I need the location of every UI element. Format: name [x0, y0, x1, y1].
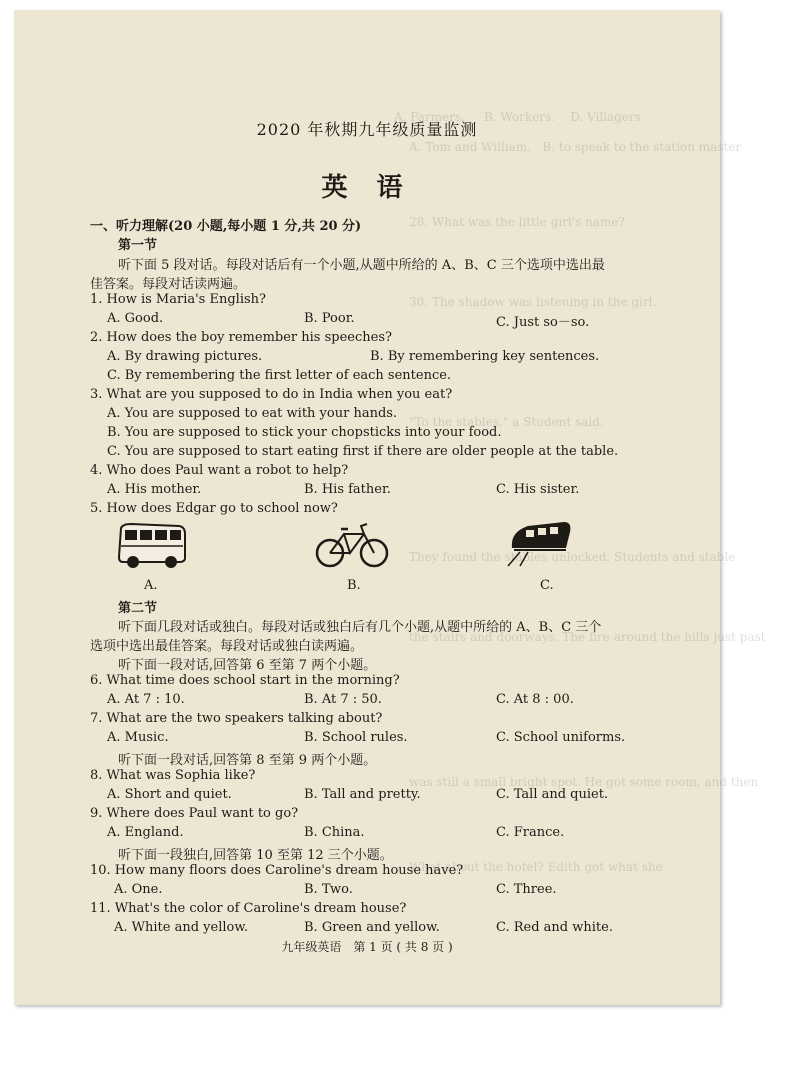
- instructions: 听下面几段对话或独白。每段对话或独白后有几个小题,从题中所给的 A、B、C 三个: [118, 620, 602, 635]
- bleed-through: the stairs and doorways. The fire around the hills just past: [409, 630, 766, 644]
- question-stem: 2. How does the boy remember his speeches?: [90, 330, 392, 345]
- option-a: A. At 7 : 10.: [107, 692, 185, 707]
- part-label: 第一节: [118, 238, 158, 253]
- option-a: A. Short and quiet.: [107, 787, 232, 802]
- exam-page: [14, 10, 766, 1005]
- option-c: C. Red and white.: [496, 920, 613, 935]
- instructions: 听下面 5 段对话。每段对话后有一个小题,从题中所给的 A、B、C 三个选项中选出最: [118, 258, 605, 273]
- option-c: C. Tall and quiet.: [496, 787, 609, 802]
- option-b: B. By remembering key sentences.: [370, 349, 600, 364]
- question-stem: 9. Where does Paul want to go?: [90, 806, 299, 821]
- bus-icon: [117, 522, 189, 570]
- exam-title: 2020 年秋期九年级质量监测: [256, 120, 478, 139]
- bleed-through: They found the stables unlocked. Students and stable: [409, 550, 736, 564]
- bleed-through: 28. What was the little girl's name?: [409, 215, 625, 229]
- question-stem: 4. Who does Paul want a robot to help?: [90, 463, 349, 478]
- instructions: 佳答案。每段对话读两遍。: [90, 277, 247, 292]
- bleed-through: 30. The shadow was listening in the girl.: [409, 295, 657, 309]
- bleed-through: What about the hotel? Edith got what she: [409, 860, 663, 874]
- part-label: 第二节: [118, 601, 158, 616]
- subject-title: 英 语: [321, 173, 413, 203]
- option-a: A. His mother.: [107, 482, 202, 497]
- option-a: A. Good.: [107, 311, 164, 326]
- option-b: B. China.: [304, 825, 365, 840]
- option-c: C. You are supposed to start eating first if there are older people at the table.: [107, 444, 619, 459]
- bicycle-icon: [314, 520, 390, 570]
- bleed-through: A. Tom and William. B. to speak to the station master: [409, 140, 742, 154]
- option-a: A. By drawing pictures.: [107, 349, 263, 364]
- bleed-through: was still a small bright spot. He got some room, and then: [409, 775, 759, 789]
- option-c: C. By remembering the first letter of each sentence.: [107, 368, 452, 383]
- option-b: B. Poor.: [304, 311, 355, 326]
- option-c: C. At 8 : 00.: [496, 692, 574, 707]
- option-c: C. Just so－so.: [496, 315, 590, 330]
- question-stem: 6. What time does school start in the morning?: [90, 673, 400, 688]
- bleed-through: "To the stables," a Student said.: [409, 415, 604, 429]
- question-stem: 10. How many floors does Caroline's dream house have?: [90, 863, 464, 878]
- question-stem: 1. How is Maria's English?: [90, 292, 266, 307]
- option-a: A. You are supposed to eat with your hands.: [107, 406, 398, 421]
- option-a: A. Music.: [107, 730, 169, 745]
- option-b: B. You are supposed to stick your chopsticks into your food.: [107, 425, 502, 440]
- option-c: C. School uniforms.: [496, 730, 626, 745]
- option-b: B. Tall and pretty.: [304, 787, 421, 802]
- option-b: B. His father.: [304, 482, 391, 497]
- sub-instructions: 听下面一段对话,回答第 6 至第 7 两个小题。: [118, 658, 377, 673]
- question-stem: 11. What's the color of Caroline's dream house?: [90, 901, 407, 916]
- section-heading: 一、听力理解(20 小题,每小题 1 分,共 20 分): [90, 219, 362, 234]
- train-icon: [506, 518, 576, 568]
- option-b: B.: [347, 578, 361, 593]
- option-c: C. France.: [496, 825, 565, 840]
- option-c: C.: [540, 578, 554, 593]
- option-a: A. One.: [114, 882, 163, 897]
- option-c: C. Three.: [496, 882, 557, 897]
- question-stem: 8. What was Sophia like?: [90, 768, 256, 783]
- page-footer: 九年级英语 第 1 页 ( 共 8 页 ): [281, 940, 453, 954]
- option-b: B. Green and yellow.: [304, 920, 440, 935]
- sub-instructions: 听下面一段对话,回答第 8 至第 9 两个小题。: [118, 753, 377, 768]
- bleed-through: A. Farmers. B. Workers. D. Villagers: [394, 110, 641, 124]
- sub-instructions: 听下面一段独白,回答第 10 至第 12 三个小题。: [118, 848, 393, 863]
- question-stem: 7. What are the two speakers talking about?: [90, 711, 383, 726]
- option-b: B. School rules.: [304, 730, 408, 745]
- instructions: 选项中选出最佳答案。每段对话或独白读两遍。: [90, 639, 364, 654]
- option-a: A. England.: [107, 825, 184, 840]
- question-stem: 3. What are you supposed to do in India when you eat?: [90, 387, 453, 402]
- question-stem: 5. How does Edgar go to school now?: [90, 501, 338, 516]
- option-b: B. Two.: [304, 882, 353, 897]
- option-a: A.: [144, 578, 158, 593]
- option-c: C. His sister.: [496, 482, 580, 497]
- option-b: B. At 7 : 50.: [304, 692, 382, 707]
- option-a: A. White and yellow.: [114, 920, 249, 935]
